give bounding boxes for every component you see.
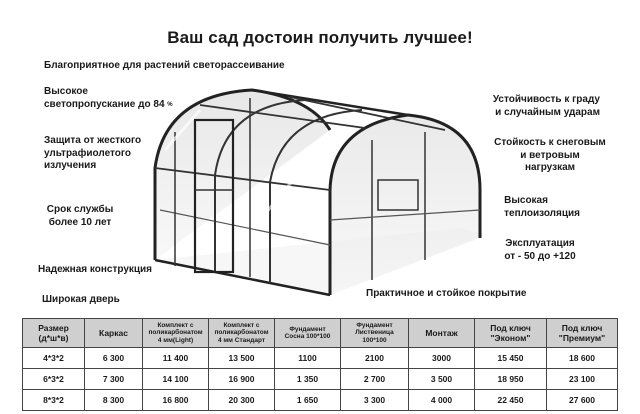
col-frame: Каркас [85,319,143,348]
feature-light-scatter: Благоприятное для растений светорассеивание [44,60,285,71]
feature-reliable-construction: Надежная конструкция [38,264,153,275]
col-foundation-pine: Фундамент Сосна 100*100 [275,319,341,348]
feature-hail-resistance: Устойчивость к граду и случайным ударам [492,94,600,118]
page-title: Ваш сад достоин получить лучшее! [167,28,473,47]
feature-durable-coating: Практичное и стойкое покрытие [366,288,527,299]
price-table-header [23,319,618,348]
col-turnkey-economy: Под ключ "Эконом" [475,319,547,348]
table-row: 8*3*2 8 300 16 800 20 300 1 650 3 300 4 000 22 450 27 600 [23,390,618,411]
price-table [22,318,618,411]
feature-light-transmission: Высокое светопропускание до 84 % [44,86,173,110]
col-kit-standard: Комплект с поликарбонатом 4 мм Стандарт [209,319,275,348]
col-installation: Монтаж [409,319,475,348]
table-row: 4*3*2 6 300 11 400 13 500 1100 2100 3000 15 450 18 600 [23,348,618,369]
feature-thermal-insulation: Высокая теплоизоляция [504,195,580,219]
col-turnkey-premium: Под ключ "Премиум" [547,319,618,348]
col-size: Размер (д*ш*в) [23,319,85,348]
col-foundation-larch: Фундамент Лиственица 100*100 [341,319,409,348]
feature-uv-protection: Защита от жесткого ультрафиолетого излучения [44,135,142,171]
feature-service-life: Срок службы более 10 лет [46,204,114,228]
feature-wide-door: Широкая дверь [42,294,120,305]
col-kit-light: Комплект с поликарбонатом 4 мм(Light) [143,319,209,348]
feature-operating-temperature: Эксплуатация от - 50 до +120 [504,238,576,262]
greenhouse-illustration [140,70,485,300]
feature-snow-wind-resistance: Стойкость к снеговым и ветровым нагрузкам [494,137,606,173]
table-row: 6*3*2 7 300 14 100 16 900 1 350 2 700 3 500 18 950 23 100 [23,369,618,390]
